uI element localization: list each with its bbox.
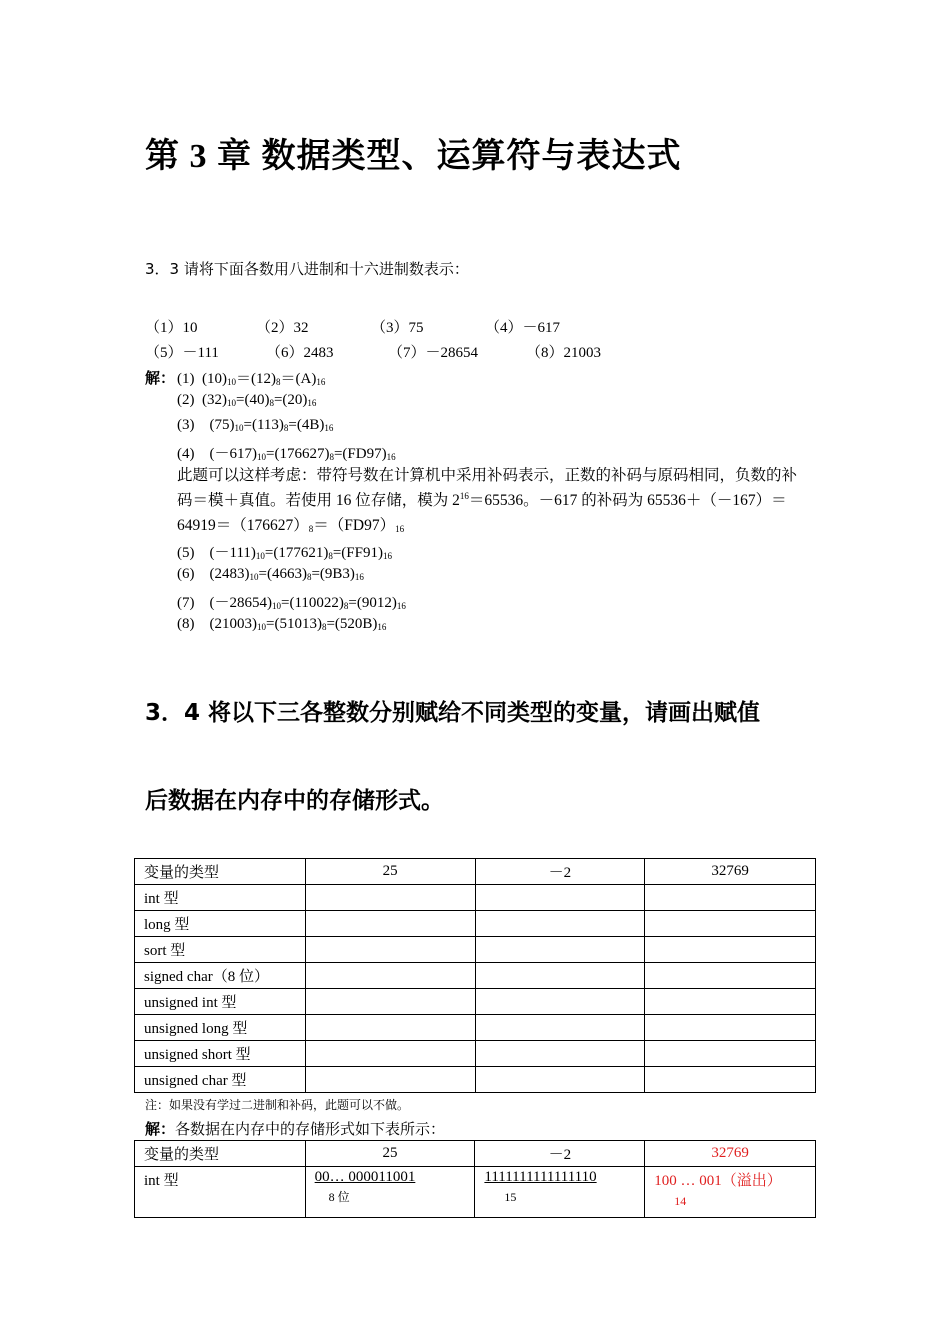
question-3-4-title-line1: 3．4 将以下三各整数分别赋给不同类型的变量，请画出赋值 <box>145 700 761 726</box>
header-32769: 32769 <box>645 1141 816 1167</box>
solution-line: (4) $(-617)_{10}=(176627)_8=(FD97)_{16}$ <box>177 446 396 462</box>
header-type: 变量的类型 <box>135 859 306 885</box>
question-3-4-title-line2: 后数据在内存中的存储形式。 <box>145 788 444 814</box>
table-row <box>135 1067 816 1093</box>
table-row <box>135 989 816 1015</box>
header-minus2: －2 <box>475 1141 645 1167</box>
storage-table-answer <box>134 1140 816 1218</box>
table-header-row <box>135 859 816 885</box>
table-row <box>135 963 816 989</box>
row-label: long 型 <box>135 911 306 937</box>
row-label: sort 型 <box>135 937 306 963</box>
header-25: 25 <box>305 1141 475 1167</box>
row-label: unsigned short 型 <box>135 1041 306 1067</box>
value-25: 00… 000011001 <box>314 1169 416 1185</box>
chapter-title: 第 3 章 数据类型、运算符与表达式 <box>145 138 682 175</box>
table-header-row <box>135 1141 816 1167</box>
solution-line: (1) $(10)_{10}=(12)_8=(A)_{16}$ <box>177 371 326 387</box>
row-label: unsigned int 型 <box>135 989 306 1015</box>
item-2: （2）32 <box>256 320 309 336</box>
answer-intro: 解：各数据在内存中的存储形式如下表所示： <box>145 1122 446 1138</box>
solution-line: (2) $(32)_{10}=(40)_8=(20)_{16}$ <box>177 392 317 408</box>
cell-minus2 <box>475 1167 645 1218</box>
item-8: （8）21003 <box>526 345 602 361</box>
header-type: 变量的类型 <box>135 1141 306 1167</box>
table-row <box>135 1041 816 1067</box>
storage-table-blank <box>134 858 816 1093</box>
header-25: 25 <box>305 859 475 885</box>
row-label: unsigned char 型 <box>135 1067 306 1093</box>
note-text: 注：如果没有学过二进制和补码，此题可以不做。 <box>145 1098 410 1112</box>
table-row <box>135 1015 816 1041</box>
cell-25 <box>305 1167 475 1218</box>
value-minus2: 1111111111111110 <box>484 1169 597 1185</box>
solution-line: (6) $(2483)_{10}=(4663)_8=(9B3)_{16}$ <box>177 566 364 582</box>
value-minus2-note: 15 <box>504 1190 517 1204</box>
solution-line: (8) $(21003)_{10}=(51013)_8=(520B)_{16}$ <box>177 616 387 632</box>
table-row <box>135 885 816 911</box>
explanation-paragraph: 此题可以这样考虑：带符号数在计算机中采用补码表示，正数的补码与原码相同，负数的补码＝模＋真值。若使用 16 位存储，模为 $2^{16}=65536$。－617 的补码为 $65536+(-167)=64919=(176627)_8=(FD97)_{16}$ <box>177 467 798 534</box>
item-5: （5）－111 <box>145 345 219 361</box>
row-label: unsigned long 型 <box>135 1015 306 1041</box>
solution-line: (3) $(75)_{10}=(113)_8=(4B)_{16}$ <box>177 417 334 433</box>
row-label: signed char（8 位） <box>135 963 306 989</box>
item-6: （6）2483 <box>266 345 334 361</box>
cell-32769 <box>645 1167 816 1218</box>
value-32769: 100 … 001（溢出） <box>654 1173 782 1189</box>
item-7: （7）－28654 <box>388 345 479 361</box>
header-minus2: －2 <box>475 859 645 885</box>
question-3-3-title: 3．3 请将下面各数用八进制和十六进制数表示： <box>145 260 469 278</box>
row-label: int 型 <box>135 885 306 911</box>
item-4: （4）－617 <box>485 320 561 336</box>
item-1: （1）10 <box>145 320 198 336</box>
value-25-note: 8 位 <box>328 1190 350 1204</box>
item-3: （3）75 <box>371 320 424 336</box>
header-32769: 32769 <box>645 859 816 885</box>
row-label: int 型 <box>135 1167 306 1218</box>
solution-line: (5) $(-111)_{10}=(177621)_8=(FF91)_{16}$ <box>177 545 392 561</box>
table-row <box>135 911 816 937</box>
table-row <box>135 937 816 963</box>
table-row <box>135 1167 816 1218</box>
value-32769-note: 14 <box>674 1194 687 1208</box>
solution-line: (7) $(-28654)_{10}=(110022)_8=(9012)_{16}$ <box>177 595 406 611</box>
solution-label: 解： <box>145 371 176 387</box>
